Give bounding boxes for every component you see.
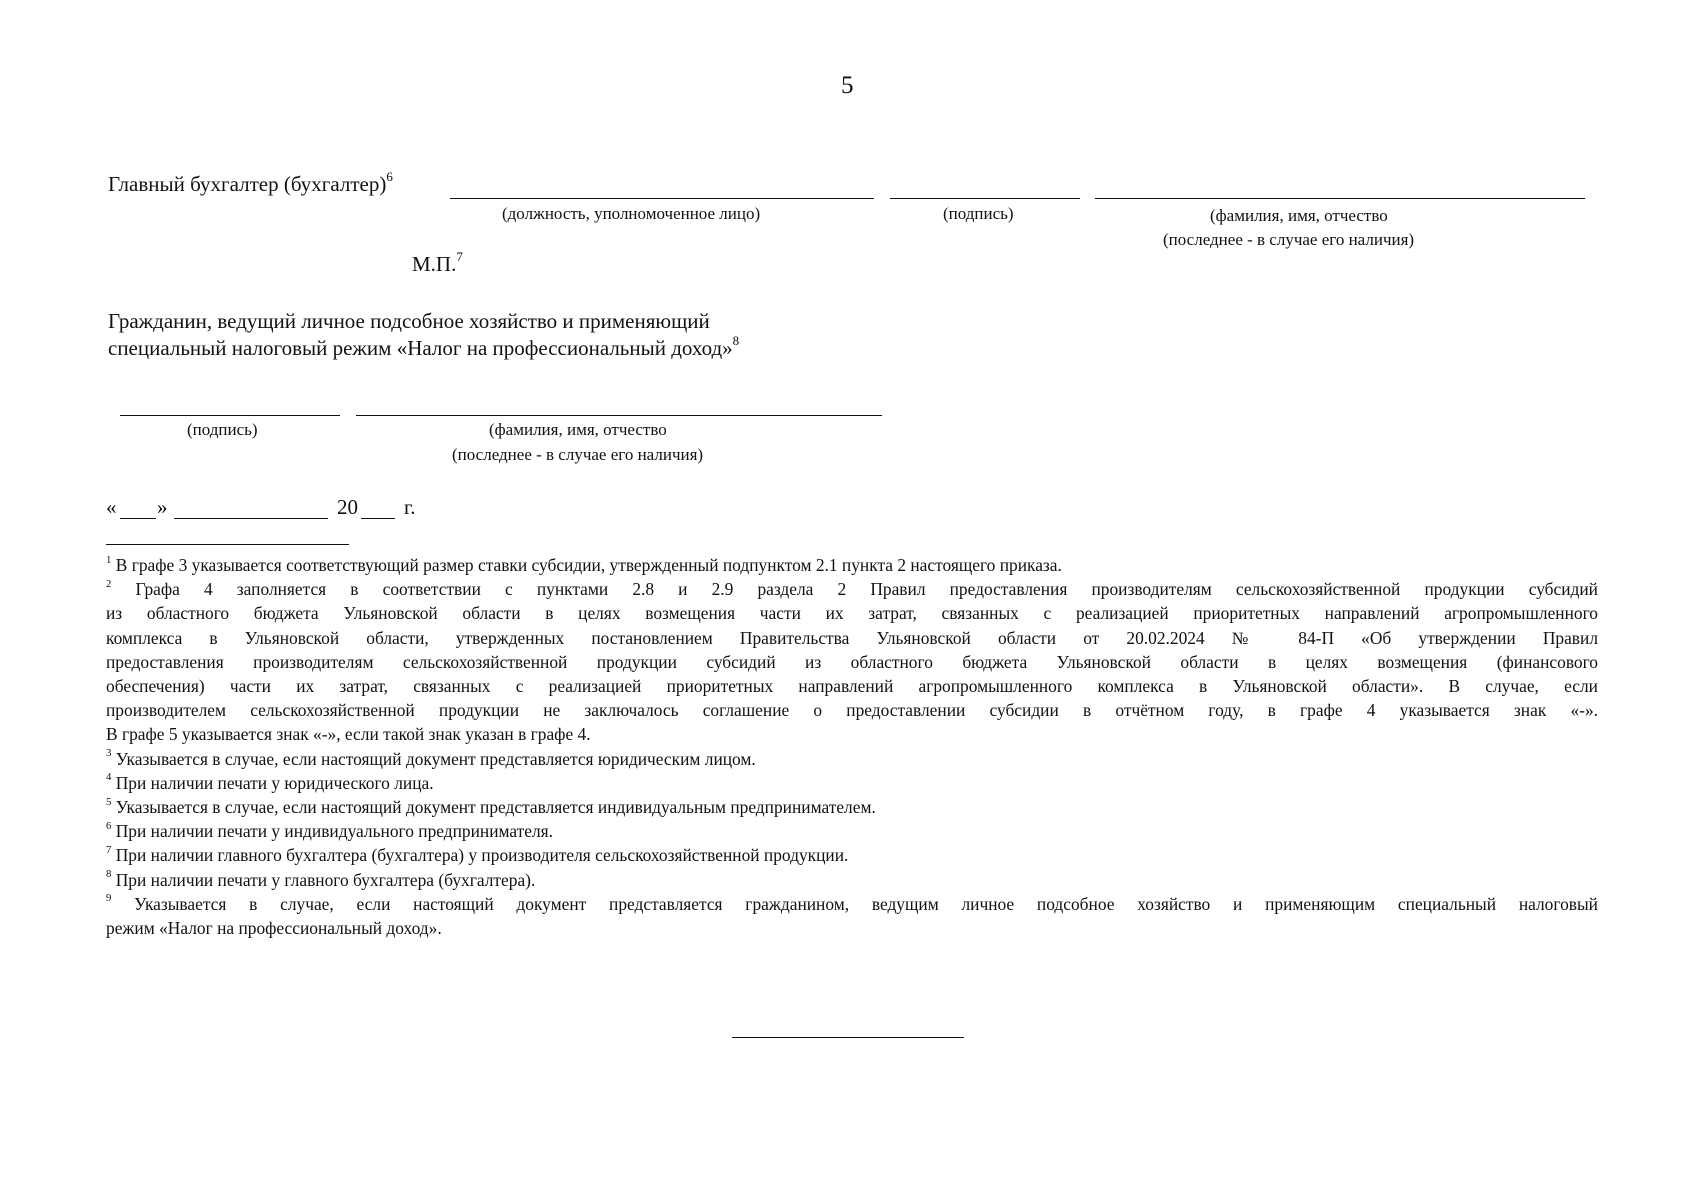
date-month-line	[174, 518, 328, 519]
citizen-name-caption-line2: (последнее - в случае его наличия)	[452, 445, 704, 464]
footnote-8-text: При наличии печати у главного бухгалтера (бухгалтера).	[115, 869, 536, 890]
footnote-2-line-1-text: Графа 4 заполняется в соответствии с пунктами 2.8 и 2.9 раздела 2 Правил предоставления производителям сельскохозяйственной продукции субсидий	[135, 579, 1598, 600]
citizen-name-caption-line1: (фамилия, имя, отчество	[489, 420, 667, 439]
footnote-separator	[106, 544, 349, 545]
footnote-2-line-7: В графе 5 указывается знак «-», если такой знак указан в графе 4.	[106, 724, 591, 745]
date-close-quote: »	[157, 495, 168, 519]
footnote-4-text: При наличии печати у юридического лица.	[115, 772, 434, 793]
date-year-line	[361, 518, 395, 519]
position-caption: (должность, уполномоченное лицо)	[502, 204, 761, 223]
accountant-label-text: Главный бухгалтер (бухгалтер)	[108, 172, 387, 196]
citizen-signature-caption: (подпись)	[187, 420, 258, 439]
footnote-3-text: Указывается в случае, если настоящий документ представляется юридическим лицом.	[115, 748, 756, 769]
citizen-signature-line	[120, 415, 340, 416]
accountant-label	[108, 169, 393, 197]
citizen-name-line	[356, 415, 882, 416]
footnote-2-line-3: комплекса в Ульяновской области, утвержденных постановлением Правительства Ульяновской области от 20.02.2024 № 84-П «Об утверждении Правил	[106, 627, 1598, 648]
stamp-footnote-ref: 7	[456, 249, 463, 265]
footnote-2-number: 2	[106, 577, 112, 590]
signature-line	[890, 198, 1080, 199]
stamp-label	[412, 249, 463, 277]
date-year-suffix: г.	[404, 495, 416, 519]
footnote-2-line-1	[106, 577, 1598, 601]
footnote-9-line-1	[106, 892, 1598, 916]
footnote-2-line-6: производителем сельскохозяйственной продукции не заключалось соглашение о предоставлении субсидии в отчётном году, в графе 4 указывается знак «-».	[106, 700, 1598, 721]
footnote-6-number: 6	[106, 819, 112, 832]
footnote-6	[106, 819, 1598, 843]
footnote-4	[106, 771, 1598, 795]
footnote-4-number: 4	[106, 771, 112, 784]
footnote-1-number: 1	[106, 553, 112, 566]
closing-line	[732, 1037, 964, 1038]
name-line	[1095, 198, 1585, 199]
footnote-5	[106, 795, 1598, 819]
footnote-7-text: При наличии главного бухгалтера (бухгалтера) у производителя сельскохозяйственной продукции.	[115, 845, 849, 866]
footnote-2-line-2: из областного бюджета Ульяновской области в целях возмещения части их затрат, связанных с реализацией приоритетных направлений агропромышленного	[106, 603, 1598, 624]
citizen-line2-text: специальный налоговый режим «Налог на профессиональный доход»	[108, 336, 733, 360]
footnote-3-number: 3	[106, 747, 112, 760]
footnotes	[106, 553, 1598, 940]
footnote-7-number: 7	[106, 844, 112, 857]
footnote-7	[106, 843, 1598, 867]
signature-caption: (подпись)	[943, 204, 1014, 223]
footnote-2-line-4: предоставления производителям сельскохозяйственной продукции субсидий из областного бюджета Ульяновской области в целях возмещения (финансового	[106, 651, 1598, 672]
footnote-1	[106, 553, 1598, 577]
footnote-6-text: При наличии печати у индивидуального предпринимателя.	[115, 821, 554, 842]
date-open-quote: «	[106, 495, 117, 519]
footnote-5-text: Указывается в случае, если настоящий документ представляется индивидуальным предпринимателем.	[115, 797, 876, 818]
name-caption-line2: (последнее - в случае его наличия)	[1163, 230, 1415, 249]
footnote-2-line-5: обеспечения) части их затрат, связанных с реализацией приоритетных направлений агропромышленного комплекса в Ульяновской области». В случае, если	[106, 676, 1598, 697]
date-year-prefix: 20	[337, 495, 358, 519]
date-day-line	[120, 518, 156, 519]
stamp-text: М.П.	[412, 252, 457, 276]
footnote-3	[106, 747, 1598, 771]
name-caption-line1: (фамилия, имя, отчество	[1210, 206, 1388, 225]
footnote-2	[106, 577, 1598, 746]
page-number: 5	[841, 72, 854, 99]
footnote-8	[106, 868, 1598, 892]
citizen-line2	[108, 333, 740, 361]
footnote-9-line-1-text: Указывается в случае, если настоящий документ представляется гражданином, ведущим личное подсобное хозяйство и применяющим специальный налоговый	[134, 893, 1598, 914]
position-line	[450, 198, 874, 199]
accountant-footnote-ref: 6	[386, 169, 393, 185]
footnote-5-number: 5	[106, 795, 112, 808]
footnote-9-line-2: режим «Налог на профессиональный доход».	[106, 918, 442, 939]
citizen-line1: Гражданин, ведущий личное подсобное хозяйство и применяющий	[108, 309, 710, 333]
footnote-1-text: В графе 3 указывается соответствующий размер ставки субсидии, утвержденный подпунктом 2.1 пункта 2 настоящего приказа.	[115, 555, 1062, 575]
citizen-footnote-ref: 8	[732, 333, 740, 349]
footnote-8-number: 8	[106, 868, 112, 881]
footnote-9-number: 9	[106, 892, 112, 905]
